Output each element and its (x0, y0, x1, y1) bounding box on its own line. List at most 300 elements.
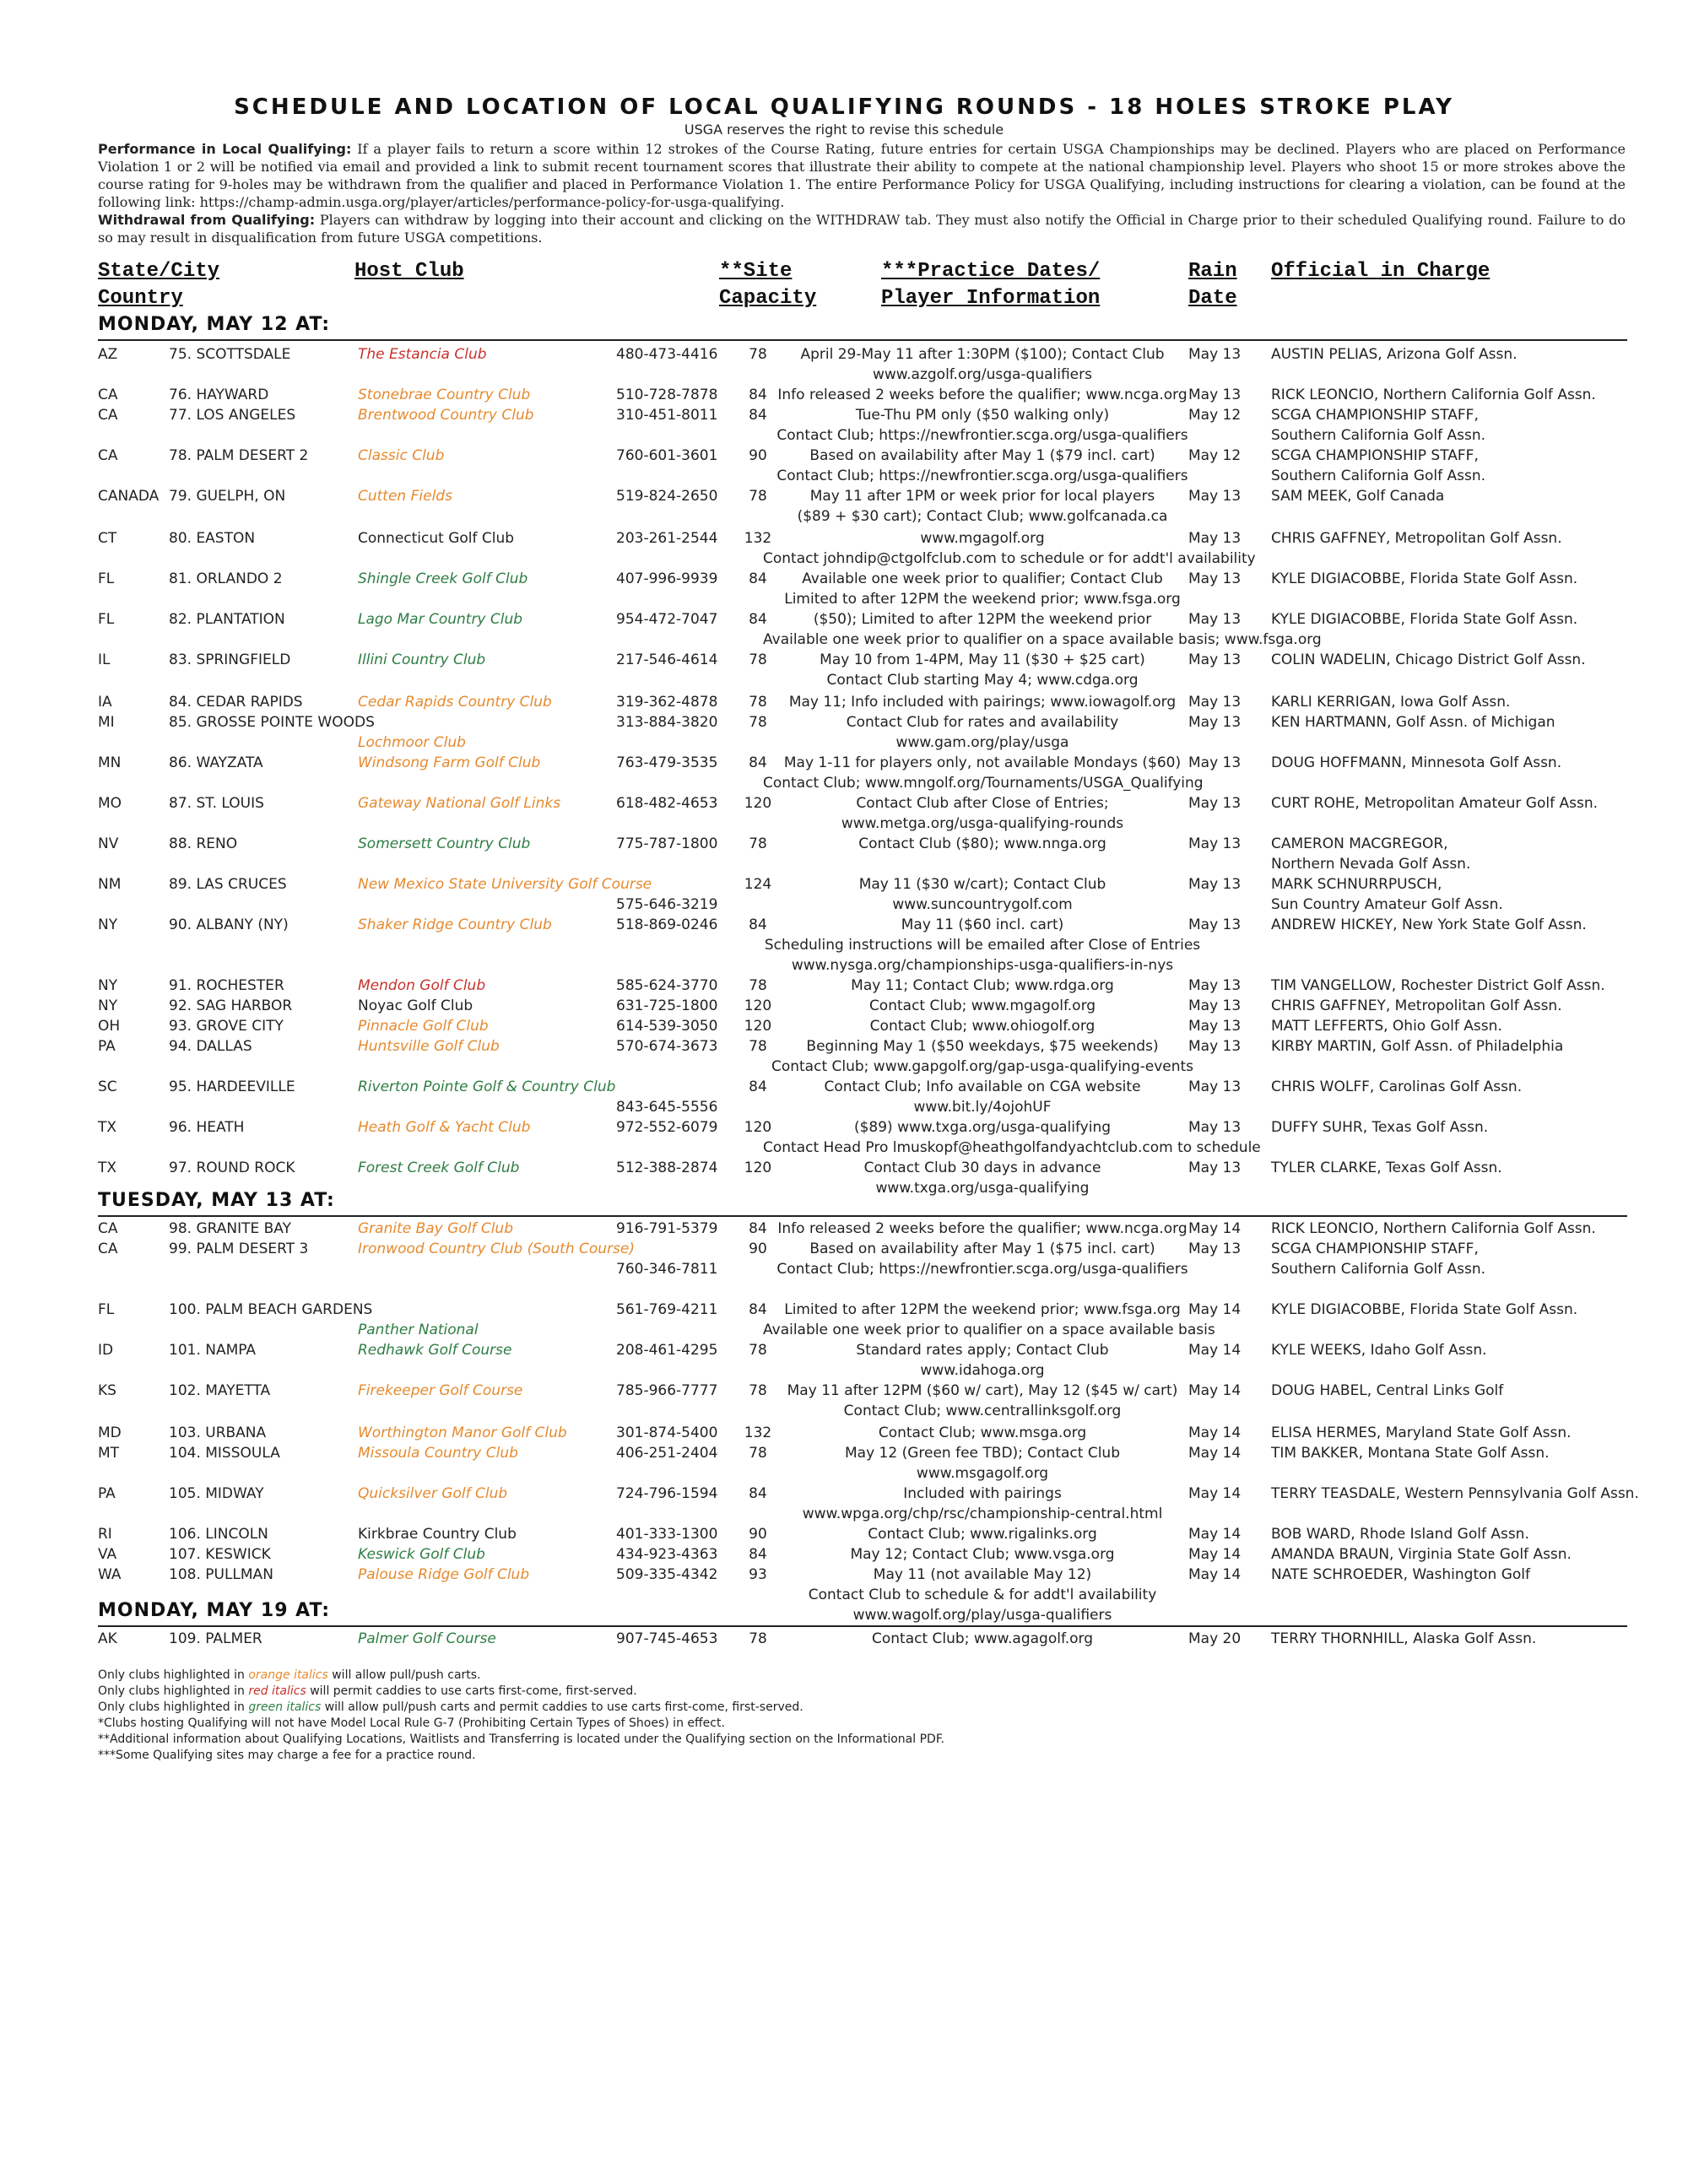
page-subtitle: USGA reserves the right to revise this schedule (684, 122, 1004, 138)
page-title: SCHEDULE AND LOCATION OF LOCAL QUALIFYING ROUNDS - 18 HOLES STROKE PLAY (234, 95, 1454, 120)
day-divider (98, 1215, 1627, 1217)
row-host-club: Heath Golf & Yacht Club (358, 1119, 531, 1136)
official-line: DOUG HOFFMANN, Minnesota Golf Assn. (1271, 754, 1562, 771)
practice-info-line: Info released 2 weeks before the qualifier; www.ncga.org (777, 1220, 1188, 1237)
row-rain-date: May 13 (1188, 795, 1242, 812)
official-line: CHRIS GAFFNEY, Metropolitan Golf Assn. (1271, 997, 1562, 1014)
row-city: 79. GUELPH, ON (169, 488, 286, 505)
footnote-line (98, 1700, 944, 1716)
row-state: NY (98, 977, 118, 994)
row-city: 90. ALBANY (NY) (169, 916, 289, 933)
row-official (1271, 446, 1634, 486)
row-state: IA (98, 694, 112, 711)
row-rain-date: May 13 (1188, 611, 1242, 628)
row-site-capacity: 84 (749, 611, 767, 628)
row-phone: 775-787-1800 (616, 835, 718, 852)
row-phone: 319-362-4878 (616, 694, 718, 711)
row-state: NY (98, 997, 118, 1014)
practice-info-line: April 29-May 11 after 1:30PM ($100); Contact Club (800, 346, 1165, 363)
practice-info-line: Limited to after 12PM the weekend prior; www.fsga.org (784, 1301, 1181, 1318)
practice-info-line: Beginning May 1 ($50 weekdays, $75 weekends) (806, 1038, 1159, 1055)
footnote-text: **Additional information about Qualifying Locations, Waitlists and Transferring is located under the Qualifying section on the Informational PDF. (98, 1733, 945, 1746)
footnote-line (98, 1732, 944, 1748)
practice-info-line: www.suncountrygolf.com (892, 896, 1073, 913)
row-site-capacity: 124 (744, 876, 772, 893)
row-practice-info (763, 405, 1202, 446)
row-site-capacity: 78 (749, 1342, 767, 1359)
practice-info-line: www.mgagolf.org (920, 530, 1045, 547)
row-host-club: Redhawk Golf Course (358, 1342, 512, 1359)
practice-info-line: Available one week prior to qualifier; Contact Club (802, 570, 1163, 587)
official-line: CHRIS WOLFF, Carolinas Golf Assn. (1271, 1078, 1523, 1095)
row-site-capacity: 78 (749, 835, 767, 852)
row-official (1271, 344, 1634, 365)
row-practice-info (763, 650, 1202, 690)
practice-info-line: Info released 2 weeks before the qualifier; www.ncga.org (777, 387, 1188, 403)
row-host-club: Mendon Golf Club (358, 977, 486, 994)
row-site-capacity: 120 (744, 795, 772, 812)
row-host-club: Lago Mar Country Club (358, 611, 523, 628)
footnote-text: Only clubs highlighted in (98, 1700, 249, 1714)
row-city: 96. HEATH (169, 1119, 245, 1136)
row-city: 105. MIDWAY (169, 1485, 264, 1502)
row-rain-date: May 13 (1188, 714, 1242, 731)
row-host-club: Huntsville Golf Club (358, 1038, 500, 1055)
row-state: TX (98, 1160, 117, 1176)
row-practice-info (763, 1158, 1202, 1198)
row-official (1271, 1423, 1634, 1443)
row-official (1271, 692, 1634, 712)
row-state: NV (98, 835, 119, 852)
row-rain-date: May 13 (1188, 1038, 1242, 1055)
row-city: 86. WAYZATA (169, 754, 263, 771)
row-state: KS (98, 1382, 116, 1399)
row-phone: 763-479-3535 (616, 754, 718, 771)
row-state: VA (98, 1546, 117, 1563)
row-city: 99. PALM DESERT 3 (169, 1241, 309, 1257)
row-host-club: Noyac Golf Club (358, 997, 473, 1014)
row-rain-date: May 14 (1188, 1424, 1242, 1441)
footnote-text: Only clubs highlighted in (98, 1684, 249, 1698)
practice-info-line: Contact Club starting May 4; www.cdga.org (826, 672, 1139, 689)
day-divider (98, 1625, 1627, 1627)
row-phone: 217-546-4614 (616, 651, 718, 668)
row-city: 102. MAYETTA (169, 1382, 271, 1399)
row-practice-info (763, 712, 1202, 753)
practice-info-line: www.idahoga.org (920, 1362, 1045, 1379)
official-line: KYLE WEEKS, Idaho Golf Assn. (1271, 1342, 1487, 1359)
row-official (1271, 1544, 1634, 1565)
row-state: WA (98, 1566, 122, 1583)
official-line: BOB WARD, Rhode Island Golf Assn. (1271, 1526, 1529, 1543)
practice-info-line: Contact Club; www.centrallinksgolf.org (843, 1403, 1122, 1419)
official-line: TERRY THORNHILL, Alaska Golf Assn. (1271, 1630, 1537, 1647)
row-host-club: Missoula Country Club (358, 1445, 518, 1462)
row-host-club: Worthington Manor Golf Club (358, 1424, 567, 1441)
row-host-club: Cutten Fields (358, 488, 452, 505)
practice-info-line: Contact Club; www.mgagolf.org (868, 997, 1096, 1014)
row-city: 82. PLANTATION (169, 611, 285, 628)
row-host-club: New Mexico State University Golf Course (358, 876, 652, 893)
practice-info-line: May 11; Info included with pairings; www.iowagolf.org (788, 694, 1177, 711)
practice-info-line: ($50); Limited to after 12PM the weekend prior (813, 611, 1152, 628)
row-practice-info (763, 1484, 1202, 1524)
practice-info-line: www.metga.org/usga-qualifying-rounds (841, 815, 1124, 832)
row-official (1271, 1158, 1634, 1178)
row-practice-info (763, 1524, 1202, 1544)
row-site-capacity: 84 (749, 754, 767, 771)
row-site-capacity: 84 (749, 1485, 767, 1502)
official-line: AMANDA BRAUN, Virginia State Golf Assn. (1271, 1546, 1572, 1563)
row-site-capacity: 120 (744, 1018, 772, 1035)
practice-info-line: Contact Club 30 days in advance (863, 1160, 1101, 1176)
row-phone: 561-769-4211 (616, 1301, 718, 1318)
row-host-club: Somersett Country Club (358, 835, 531, 852)
row-state: CT (98, 530, 117, 547)
row-host-club: Gateway National Golf Links (358, 795, 561, 812)
row-phone: 406-251-2404 (616, 1445, 718, 1462)
official-line: MATT LEFFERTS, Ohio Golf Assn. (1271, 1018, 1502, 1035)
header-practice-dates: ***Practice Dates/ Player Information (881, 260, 1101, 310)
official-line: DOUG HABEL, Central Links Golf (1271, 1382, 1504, 1399)
row-official (1271, 528, 1634, 549)
official-line: TIM BAKKER, Montana State Golf Assn. (1271, 1445, 1550, 1462)
row-official (1271, 874, 1634, 915)
practice-info-line: Contact Club; www.ohiogolf.org (869, 1018, 1096, 1035)
row-practice-info (763, 1340, 1202, 1381)
practice-info-line: Contact Club; www.agagolf.org (872, 1630, 1093, 1647)
official-line: RICK LEONCIO, Northern California Golf Assn. (1271, 1220, 1596, 1237)
row-practice-info (763, 1219, 1202, 1239)
row-phone: 585-624-3770 (616, 977, 718, 994)
row-city: 89. LAS CRUCES (169, 876, 287, 893)
practice-info-line: Contact Club; https://newfrontier.scga.org/usga-qualifiers (776, 1261, 1188, 1278)
practice-info-line: May 10 from 1-4PM, May 11 ($30 + $25 cart) (820, 651, 1145, 668)
row-rain-date: May 13 (1188, 876, 1242, 893)
row-site-capacity: 84 (749, 1301, 767, 1318)
row-rain-date: May 13 (1188, 488, 1242, 505)
practice-info-line: Contact Club; www.msga.org (878, 1424, 1087, 1441)
row-phone: 760-601-3601 (616, 447, 718, 464)
practice-info-line: Available one week prior to qualifier on a space available basis; www.fsga.org (763, 631, 1322, 648)
row-state: CA (98, 407, 118, 424)
row-practice-info (763, 1423, 1202, 1443)
row-phone: 301-874-5400 (616, 1424, 718, 1441)
row-practice-info (763, 874, 1202, 915)
practice-info-line: www.azgolf.org/usga-qualifiers (873, 366, 1092, 383)
row-practice-info (763, 1544, 1202, 1565)
row-state: CA (98, 1241, 118, 1257)
row-rain-date: May 12 (1188, 447, 1242, 464)
row-site-capacity: 78 (749, 651, 767, 668)
row-phone: 614-539-3050 (616, 1018, 718, 1035)
intro-text (98, 140, 1626, 246)
practice-info-line: Tue-Thu PM only ($50 walking only) (855, 407, 1110, 424)
row-rain-date: May 13 (1188, 835, 1242, 852)
row-practice-info (763, 1016, 1202, 1036)
official-line: COLIN WADELIN, Chicago District Golf Assn. (1271, 651, 1586, 668)
row-state: IL (98, 651, 111, 668)
row-state: FL (98, 1301, 115, 1318)
official-line: ELISA HERMES, Maryland State Golf Assn. (1271, 1424, 1572, 1441)
row-site-capacity: 78 (749, 346, 767, 363)
official-line: KYLE DIGIACOBBE, Florida State Golf Assn. (1271, 570, 1578, 587)
row-phone: 570-674-3673 (616, 1038, 718, 1055)
row-phone: 618-482-4653 (616, 795, 718, 812)
row-site-capacity: 78 (749, 488, 767, 505)
row-city: 85. GROSSE POINTE WOODS (169, 714, 375, 731)
practice-info-line: Contact Head Pro lmuskopf@heathgolfandyachtclub.com to schedule (763, 1139, 1261, 1156)
row-rain-date: May 14 (1188, 1342, 1242, 1359)
official-line: SCGA CHAMPIONSHIP STAFF, (1271, 447, 1479, 464)
row-site-capacity: 132 (744, 1424, 772, 1441)
official-line: RICK LEONCIO, Northern California Golf Assn. (1271, 387, 1596, 403)
row-site-capacity: 78 (749, 977, 767, 994)
row-host-club: Keswick Golf Club (358, 1546, 485, 1563)
row-host-club: Shaker Ridge Country Club (358, 916, 552, 933)
row-phone: 509-335-4342 (616, 1566, 718, 1583)
official-line: TERRY TEASDALE, Western Pennsylvania Golf Assn. (1271, 1485, 1639, 1502)
row-official (1271, 712, 1634, 733)
practice-info-line: Contact Club; Info available on CGA website (824, 1078, 1141, 1095)
row-site-capacity: 90 (749, 447, 767, 464)
practice-info-line: May 11 ($30 w/cart); Contact Club (858, 876, 1106, 893)
row-city: 77. LOS ANGELES (169, 407, 296, 424)
row-site-capacity: 84 (749, 916, 767, 933)
row-practice-info (763, 753, 1202, 793)
practice-info-line: ($89 + $30 cart); Contact Club; www.golfcanada.ca (797, 508, 1168, 525)
row-rain-date: May 14 (1188, 1546, 1242, 1563)
row-phone: 785-966-7777 (616, 1382, 718, 1399)
row-city: 109. PALMER (169, 1630, 262, 1647)
footnotes (98, 1668, 944, 1764)
row-state: TX (98, 1119, 117, 1136)
row-site-capacity: 84 (749, 387, 767, 403)
row-practice-info (763, 793, 1202, 834)
row-city: 98. GRANITE BAY (169, 1220, 291, 1237)
practice-info-line: Available one week prior to qualifier on a space available basis (763, 1322, 1215, 1338)
row-city: 92. SAG HARBOR (169, 997, 293, 1014)
row-city: 97. ROUND ROCK (169, 1160, 295, 1176)
row-phone: 519-824-2650 (616, 488, 718, 505)
row-phone: 907-745-4653 (616, 1630, 718, 1647)
row-rain-date: May 13 (1188, 1241, 1242, 1257)
row-phone: 203-261-2544 (616, 530, 718, 547)
row-phone: 480-473-4416 (616, 346, 718, 363)
official-line: Northern Nevada Golf Assn. (1271, 856, 1471, 873)
row-practice-info (763, 1036, 1202, 1077)
row-official (1271, 976, 1634, 996)
practice-info-line: www.bit.ly/4ojohUF (913, 1099, 1052, 1116)
row-rain-date: May 13 (1188, 1119, 1242, 1136)
practice-info-line: Included with pairings (903, 1485, 1062, 1502)
row-official (1271, 996, 1634, 1016)
row-rain-date: May 13 (1188, 387, 1242, 403)
row-host-club: Riverton Pointe Golf & Country Club (358, 1078, 616, 1095)
row-host-club: Illini Country Club (358, 651, 486, 668)
row-phone: 434-923-4363 (616, 1546, 718, 1563)
row-state: SC (98, 1078, 117, 1095)
row-city: 93. GROVE CITY (169, 1018, 284, 1035)
row-state: MT (98, 1445, 120, 1462)
row-site-capacity: 93 (749, 1566, 767, 1583)
row-city: 94. DALLAS (169, 1038, 252, 1055)
row-rain-date: May 20 (1188, 1630, 1242, 1647)
row-site-capacity: 90 (749, 1526, 767, 1543)
row-rain-date: May 13 (1188, 997, 1242, 1014)
row-city: 87. ST. LOUIS (169, 795, 264, 812)
row-site-capacity: 84 (749, 1220, 767, 1237)
day-heading: MONDAY, MAY 12 AT: (98, 314, 331, 335)
row-practice-info (763, 1077, 1202, 1117)
official-line: Southern California Golf Assn. (1271, 427, 1486, 444)
header-official: Official in Charge (1271, 260, 1491, 283)
footnote-highlight: orange italics (248, 1668, 328, 1682)
practice-info-line: May 11 (not available May 12) (873, 1566, 1092, 1583)
withdrawal-text: Players can withdraw by logging into their account and clicking on the WITHDRAW tab. They must also notify the Official in Charge prior to their scheduled Qualifying round. Failure to do so may result in disqualification from future USGA competitions. (98, 212, 1626, 246)
row-host-club: Forest Creek Golf Club (358, 1160, 520, 1176)
row-site-capacity: 78 (749, 694, 767, 711)
row-rain-date: May 13 (1188, 694, 1242, 711)
row-rain-date: May 13 (1188, 1018, 1242, 1035)
footnote-text: will allow pull/push carts and permit caddies to use carts first-come, first-served. (321, 1700, 803, 1714)
header-state-city: State/City Country (98, 260, 220, 310)
row-phone: 631-725-1800 (616, 997, 718, 1014)
row-rain-date: May 14 (1188, 1301, 1242, 1318)
row-official (1271, 1077, 1634, 1097)
practice-info-line: www.nysga.org/championships-usga-qualifiers-in-nys (791, 957, 1174, 974)
row-site-capacity: 84 (749, 1078, 767, 1095)
row-state: CANADA (98, 488, 160, 505)
row-official (1271, 1117, 1634, 1138)
row-host-club: Brentwood Country Club (358, 407, 534, 424)
official-line: Southern California Golf Assn. (1271, 1261, 1486, 1278)
row-official (1271, 609, 1634, 630)
row-city: 100. PALM BEACH GARDENS (169, 1301, 373, 1318)
row-state: NM (98, 876, 122, 893)
practice-info-line: Contact Club; https://newfrontier.scga.org/usga-qualifiers (776, 468, 1188, 484)
row-practice-info (763, 486, 1202, 527)
row-phone: 407-996-9939 (616, 570, 718, 587)
row-city: 103. URBANA (169, 1424, 267, 1441)
practice-info-line: www.gam.org/play/usga (895, 734, 1069, 751)
row-rain-date: May 13 (1188, 530, 1242, 547)
day-divider (98, 339, 1627, 341)
row-official (1271, 1300, 1634, 1320)
row-practice-info (763, 1629, 1202, 1649)
practice-info-line: www.wpga.org/chp/rsc/championship-central.html (802, 1506, 1163, 1522)
row-state: NY (98, 916, 118, 933)
row-practice-info (763, 1239, 1202, 1279)
row-practice-info (763, 915, 1202, 976)
official-line: NATE SCHROEDER, Washington Golf (1271, 1566, 1530, 1583)
row-state: CA (98, 447, 118, 464)
official-line: MARK SCHNURRPUSCH, (1271, 876, 1442, 893)
practice-info-line: Contact Club ($80); www.nnga.org (858, 835, 1106, 852)
row-city: 76. HAYWARD (169, 387, 269, 403)
practice-info-line: Contact Club to schedule & for addt'l availability (808, 1587, 1157, 1603)
row-state: MO (98, 795, 122, 812)
practice-info-line: May 11; Contact Club; www.rdga.org (851, 977, 1114, 994)
row-state: FL (98, 611, 115, 628)
official-line: CURT ROHE, Metropolitan Amateur Golf Assn. (1271, 795, 1599, 812)
row-phone: 575-646-3219 (616, 896, 718, 913)
row-state: RI (98, 1526, 112, 1543)
footnote-text: Only clubs highlighted in (98, 1668, 249, 1682)
row-official (1271, 1524, 1634, 1544)
official-line: CHRIS GAFFNEY, Metropolitan Golf Assn. (1271, 530, 1562, 547)
footnote-line (98, 1748, 944, 1764)
row-rain-date: May 14 (1188, 1566, 1242, 1583)
official-line: ANDREW HICKEY, New York State Golf Assn. (1271, 916, 1587, 933)
row-site-capacity: 84 (749, 570, 767, 587)
row-site-capacity: 78 (749, 714, 767, 731)
row-rain-date: May 12 (1188, 407, 1242, 424)
row-host-club: Pinnacle Golf Club (358, 1018, 489, 1035)
row-state: AZ (98, 346, 118, 363)
practice-info-line: May 12 (Green fee TBD); Contact Club (844, 1445, 1120, 1462)
row-official (1271, 569, 1634, 589)
practice-info-line: Standard rates apply; Contact Club (856, 1342, 1109, 1359)
row-host-club: Cedar Rapids Country Club (358, 694, 552, 711)
performance-label: Performance in Local Qualifying: (98, 141, 352, 157)
row-official (1271, 834, 1634, 874)
row-official (1271, 385, 1634, 405)
row-rain-date: May 13 (1188, 1078, 1242, 1095)
day-heading: TUESDAY, MAY 13 AT: (98, 1190, 335, 1211)
row-rain-date: May 13 (1188, 977, 1242, 994)
row-site-capacity: 78 (749, 1038, 767, 1055)
day-heading: MONDAY, MAY 19 AT: (98, 1600, 331, 1621)
row-site-capacity: 120 (744, 1160, 772, 1176)
row-city: 107. KESWICK (169, 1546, 271, 1563)
row-official (1271, 1036, 1634, 1057)
row-city: 81. ORLANDO 2 (169, 570, 283, 587)
row-official (1271, 1443, 1634, 1463)
row-rain-date: May 13 (1188, 651, 1242, 668)
row-practice-info (763, 976, 1202, 996)
row-site-capacity: 78 (749, 1630, 767, 1647)
row-practice-info (763, 1565, 1202, 1625)
row-site-capacity: 84 (749, 407, 767, 424)
row-practice-info (763, 692, 1202, 712)
official-line: SAM MEEK, Golf Canada (1271, 488, 1445, 505)
withdrawal-label: Withdrawal from Qualifying: (98, 212, 316, 228)
footnote-text: *Clubs hosting Qualifying will not have Model Local Rule G-7 (Prohibiting Certain Types of Shoes) in effect. (98, 1716, 725, 1730)
row-site-capacity: 90 (749, 1241, 767, 1257)
official-line: KEN HARTMANN, Golf Assn. of Michigan (1271, 714, 1555, 731)
row-host-club: Connecticut Golf Club (358, 530, 515, 547)
official-line: KIRBY MARTIN, Golf Assn. of Philadelphia (1271, 1038, 1564, 1055)
row-host-club: Shingle Creek Golf Club (358, 570, 528, 587)
practice-info-line: Contact Club; www.mngolf.org/Tournaments/USGA_Qualifying (763, 775, 1204, 792)
row-state: OH (98, 1018, 121, 1035)
row-practice-info (763, 1381, 1202, 1421)
practice-info-line: www.msgagolf.org (916, 1465, 1049, 1482)
performance-text: If a player fails to return a score within 12 strokes of the Course Rating, future entries for certain USGA Championships may be declined. Players who are placed on Performance Violation 1 or 2 will be notified via email and provided a link to submit recent tournament scores that illustrate their ability to compete at the national championship level. Players who shoot 15 or more strokes above the course rating for 9-holes may be withdrawn from the qualifier and placed in Performance Violation 1. The entire Performance Policy for USGA Qualifying, including instructions for clearing a violation, can be found at the following link: https://champ-admin.usga.org/player/articles/performance-policy-for-usga-qualifying. (98, 141, 1626, 210)
row-host-club: Ironwood Country Club (South Course) (358, 1241, 636, 1257)
row-phone: 518-869-0246 (616, 916, 718, 933)
row-phone: 843-645-5556 (616, 1099, 718, 1116)
row-phone: 916-791-5379 (616, 1220, 718, 1237)
row-rain-date: May 13 (1188, 570, 1242, 587)
row-city: 84. CEDAR RAPIDS (169, 694, 303, 711)
row-city: 108. PULLMAN (169, 1566, 273, 1583)
official-line: KYLE DIGIACOBBE, Florida State Golf Assn. (1271, 1301, 1578, 1318)
row-official (1271, 1016, 1634, 1036)
row-state: MN (98, 754, 122, 771)
practice-info-line: Contact johndip@ctgolfclub.com to schedule or for addt'l availability (763, 550, 1256, 567)
